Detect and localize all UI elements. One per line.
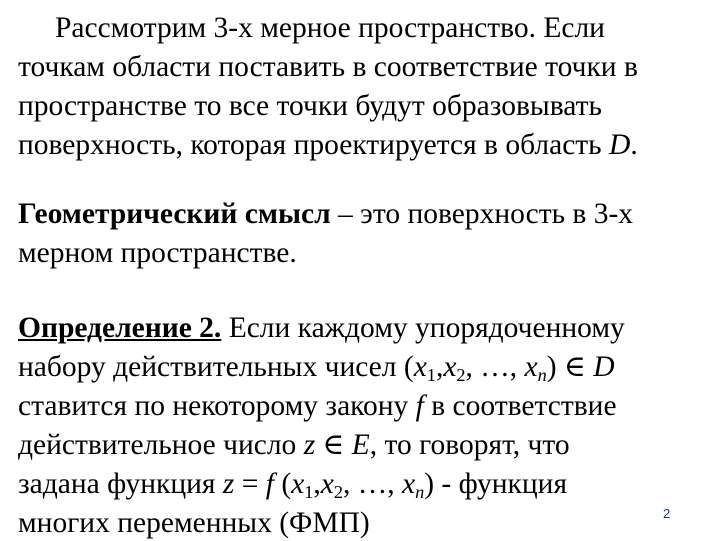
var-x1: x — [413, 351, 427, 383]
space — [315, 429, 322, 461]
sub-n: n — [415, 482, 425, 503]
definition-line5 — [18, 466, 567, 502]
paragraph2-line2: мерном пространстве. — [18, 237, 297, 269]
var-xn: x — [524, 351, 538, 383]
var-x2: x — [443, 351, 457, 383]
def-l5-text: задана функция — [18, 468, 223, 500]
space — [344, 429, 351, 461]
sub-1: 1 — [426, 365, 436, 386]
def-l4-rest: , то говорят, что — [369, 429, 570, 461]
set-d-symbol: D — [593, 351, 615, 383]
definition-line1 — [18, 310, 625, 346]
definition-line2 — [18, 349, 615, 385]
paragraph1-line3: пространстве то все точки будут образовывать — [18, 90, 602, 122]
p1-line4-text: поверхность, которая проектируется в область — [18, 129, 610, 161]
paragraph1-line2: точкам области поставить в соответствие точки в — [18, 51, 638, 83]
def-l4-text: действительное число — [18, 429, 304, 461]
function-f-symbol: f — [265, 468, 274, 500]
def-l2-text: набору действительных чисел ( — [18, 351, 414, 383]
var-x2: x — [320, 468, 334, 500]
sub-1: 1 — [304, 482, 314, 503]
def-l3-rest: в соответствие — [423, 390, 617, 422]
definition-label: Определение 2. — [18, 312, 222, 344]
ellipsis: , …, — [343, 468, 402, 500]
def-l3-text: ставится по некоторому закону — [18, 390, 416, 422]
paragraph1-line1: Рассмотрим 3-х мерное пространство. Если — [55, 12, 605, 44]
sub-n: n — [537, 365, 547, 386]
def-line1-rest: Если каждому упорядоченному — [221, 312, 625, 344]
sub-2: 2 — [456, 365, 466, 386]
def-l5-rest: ) - функция — [424, 468, 568, 500]
var-z: z — [303, 429, 316, 461]
geometric-meaning-term: Геометрический смысл — [18, 198, 331, 230]
var-z: z — [222, 468, 235, 500]
element-of-symbol: ∈ — [322, 429, 345, 461]
region-d-symbol: D — [609, 129, 631, 161]
close-paren: ) — [546, 351, 564, 383]
paragraph1-line4 — [18, 127, 638, 163]
var-xn: x — [402, 468, 416, 500]
var-x1: x — [291, 468, 305, 500]
set-e-symbol: E — [351, 429, 370, 461]
paragraph2-line1 — [18, 196, 633, 232]
element-of-symbol: ∈ — [563, 351, 586, 383]
function-f-symbol: f — [415, 390, 424, 422]
comma: , — [313, 468, 321, 500]
equals: = — [234, 468, 266, 500]
definition-line6: многих переменных (ФМП) — [18, 507, 370, 539]
page-number: 2 — [663, 506, 671, 521]
comma: , — [435, 351, 444, 383]
open-paren: ( — [273, 468, 292, 500]
definition-line3 — [18, 388, 617, 424]
p1-line4-end: . — [630, 129, 638, 161]
ellipsis: , …, — [465, 351, 525, 383]
definition-line4 — [18, 427, 570, 463]
sub-2: 2 — [333, 482, 343, 503]
p2-line1-rest: – это поверхность в 3-х — [330, 198, 634, 230]
